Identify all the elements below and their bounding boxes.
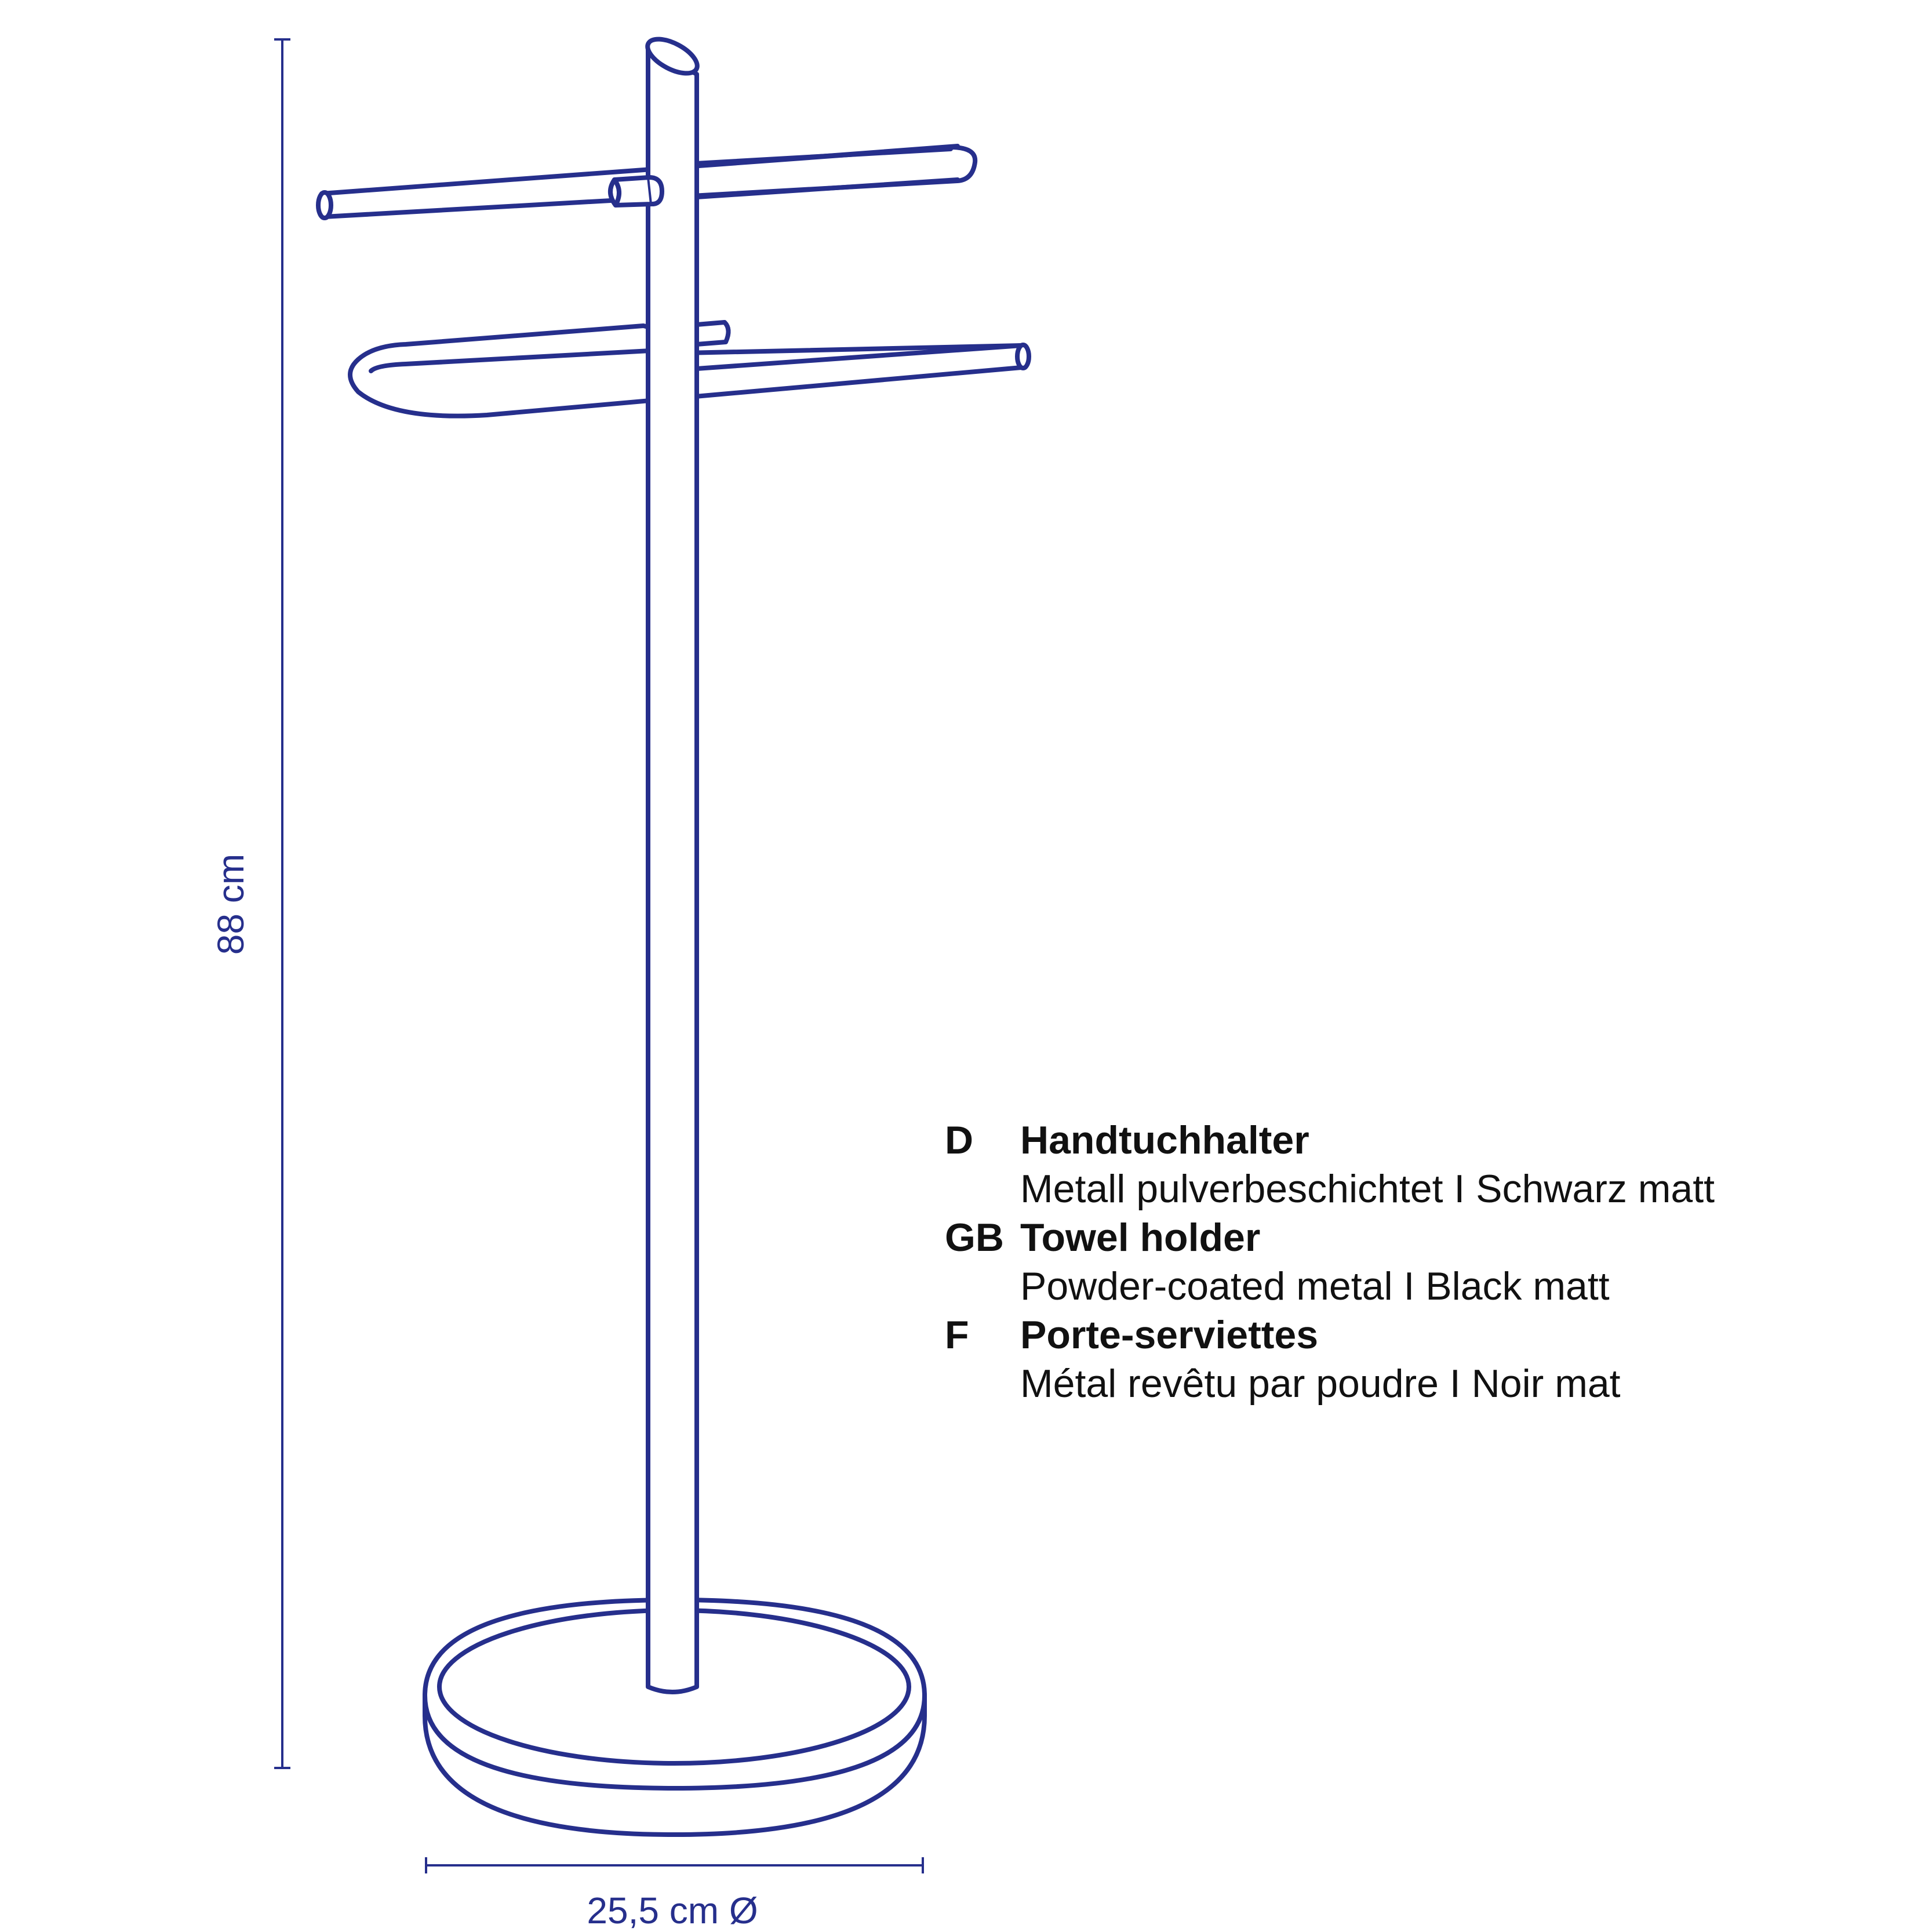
- legend-entry-de: [945, 1116, 1715, 1213]
- pole: [642, 32, 703, 1692]
- language-code: F: [945, 1313, 969, 1357]
- product-material: Métal revêtu par poudre I Noir mat: [1020, 1362, 1621, 1406]
- diameter-label: 25,5 cm Ø: [587, 1890, 758, 1931]
- diameter-dimension: [426, 1857, 923, 1931]
- language-code: D: [945, 1118, 974, 1162]
- height-label: 88 cm: [210, 853, 252, 955]
- legend-entry-fr: [945, 1311, 1715, 1408]
- product-legend: [945, 1116, 1715, 1408]
- product-material: Metall pulverbeschichtet I Schwarz matt: [1020, 1167, 1715, 1211]
- product-name: Handtuchhalter: [1020, 1118, 1309, 1162]
- product-material: Powder-coated metal I Black matt: [1020, 1264, 1610, 1308]
- product-name: Porte-serviettes: [1020, 1313, 1319, 1357]
- legend-entry-gb: [945, 1213, 1715, 1311]
- height-dimension: [210, 39, 290, 1768]
- product-name: Towel holder: [1020, 1216, 1261, 1260]
- language-code: GB: [945, 1216, 1004, 1260]
